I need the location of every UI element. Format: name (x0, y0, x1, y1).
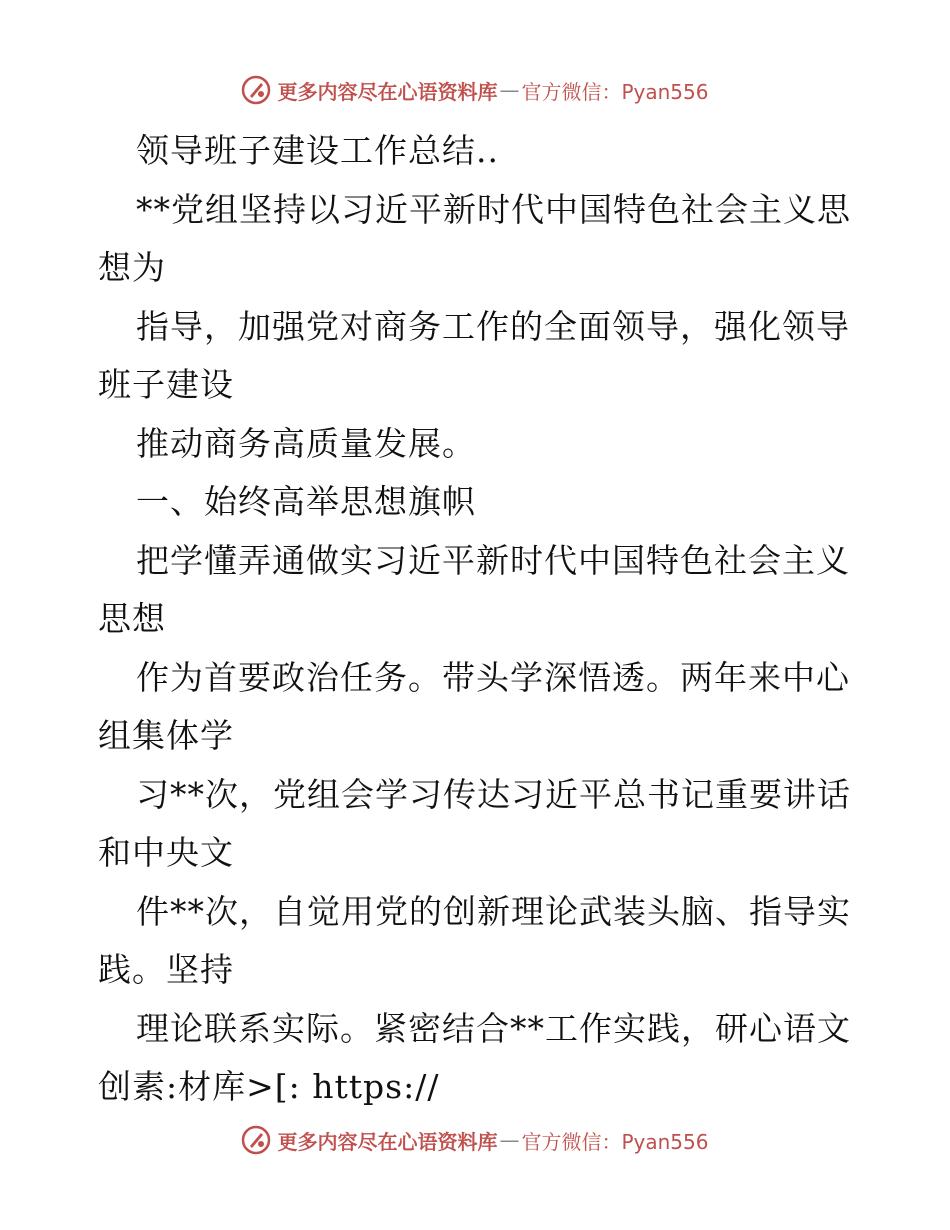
document-title: 领导班子建设工作总结.. (136, 131, 499, 170)
paragraph: 推动商务高质量发展。 (136, 423, 476, 463)
paragraph: 指导，加强党对商务工作的全面领导，强化领导班子建设 (98, 306, 850, 404)
section-heading: 一、始终高举思想旗帜 (136, 482, 476, 521)
footer-banner (0, 1120, 950, 1160)
banner-main-text: 更多内容尽在心语资料库 (277, 79, 498, 104)
paragraph: 把学懂弄通做实习近平新时代中国特色社会主义思想 (98, 540, 850, 638)
paragraph: 作为首要政治任务。带头学深悟透。两年来中心组集体学 (98, 657, 850, 755)
quill-pen-logo-icon (241, 75, 271, 105)
quill-pen-logo-icon (241, 1125, 271, 1155)
document-body (98, 122, 858, 1117)
paragraph: 习**次，党组会学习传达习近平总书记重要讲话和中央文 (98, 774, 851, 872)
paragraph: 理论联系实际。紧密结合**工作实践，研心语文创素:材库>[: https:// (98, 1008, 851, 1106)
banner-account-text: 官方微信：Pyan556 (521, 79, 709, 104)
banner-dash: — (499, 78, 520, 102)
paragraph: 件**次，自觉用党的创新理论武装头脑、指导实践。坚持 (98, 891, 851, 989)
header-banner (0, 70, 950, 110)
banner-dash: — (499, 1128, 520, 1152)
banner-account-text: 官方微信：Pyan556 (521, 1129, 709, 1154)
paragraph: **党组坚持以习近平新时代中国特色社会主义思想为 (98, 189, 851, 287)
banner-main-text: 更多内容尽在心语资料库 (277, 1129, 498, 1154)
